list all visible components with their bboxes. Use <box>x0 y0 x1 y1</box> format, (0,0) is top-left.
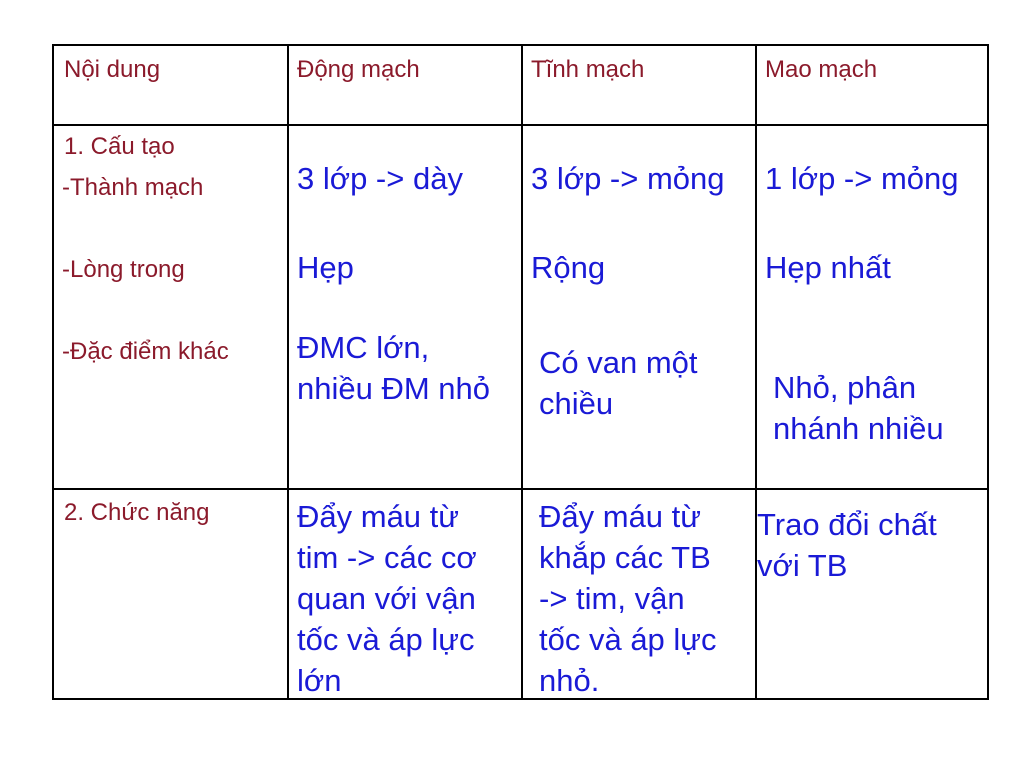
text-line: với TB <box>757 548 848 583</box>
text-line: Nhỏ, phân <box>773 370 917 405</box>
text-line: chiều <box>539 386 614 421</box>
text-line: ĐMC lớn, <box>297 330 430 365</box>
header-mao-mach: Mao mạch <box>765 56 878 83</box>
section-label-function: 2. Chức năng <box>64 499 210 526</box>
cell-function-vein <box>539 496 717 701</box>
cell-other-vein <box>539 342 698 424</box>
text-line: Trao đổi chất <box>757 507 937 542</box>
cell-other-artery <box>297 327 490 409</box>
section-label-structure: 1. Cấu tạo <box>64 133 175 160</box>
header-dong-mach: Động mạch <box>297 56 420 83</box>
header-tinh-mach: Tĩnh mạch <box>531 56 645 83</box>
text-line: Có van một <box>539 345 698 380</box>
row-label-other-features: -Đặc điểm khác <box>62 338 229 365</box>
text-line: Đẩy máu từ <box>539 499 702 534</box>
cell-function-artery <box>297 496 477 701</box>
cell-wall-vein: 3 lớp -> mỏng <box>531 161 725 196</box>
row-divider <box>54 488 987 490</box>
column-divider <box>755 46 757 698</box>
text-line: quan với vận <box>297 581 476 616</box>
row-label-vessel-wall: -Thành mạch <box>62 174 204 201</box>
text-line: nhỏ. <box>539 663 600 698</box>
cell-other-capillary <box>773 367 944 449</box>
column-divider <box>287 46 289 698</box>
cell-wall-capillary: 1 lớp -> mỏng <box>765 161 959 196</box>
header-noi-dung: Nội dung <box>64 56 161 83</box>
cell-lumen-vein: Rộng <box>531 250 606 285</box>
text-line: -> tim, vận <box>539 581 685 616</box>
cell-wall-artery: 3 lớp -> dày <box>297 161 463 196</box>
column-divider <box>521 46 523 698</box>
text-line: nhánh nhiều <box>773 411 944 446</box>
text-line: lớn <box>297 663 342 698</box>
cell-function-capillary <box>757 504 937 586</box>
row-divider <box>54 124 987 126</box>
cell-lumen-capillary: Hẹp nhất <box>765 250 891 285</box>
text-line: tốc và áp lực <box>539 622 717 657</box>
text-line: khắp các TB <box>539 540 711 575</box>
row-label-lumen: -Lòng trong <box>62 256 185 283</box>
text-line: tim -> các cơ <box>297 540 477 575</box>
text-line: Đẩy máu từ <box>297 499 460 534</box>
cell-lumen-artery: Hẹp <box>297 250 354 285</box>
text-line: tốc và áp lực <box>297 622 475 657</box>
text-line: nhiều ĐM nhỏ <box>297 371 491 406</box>
